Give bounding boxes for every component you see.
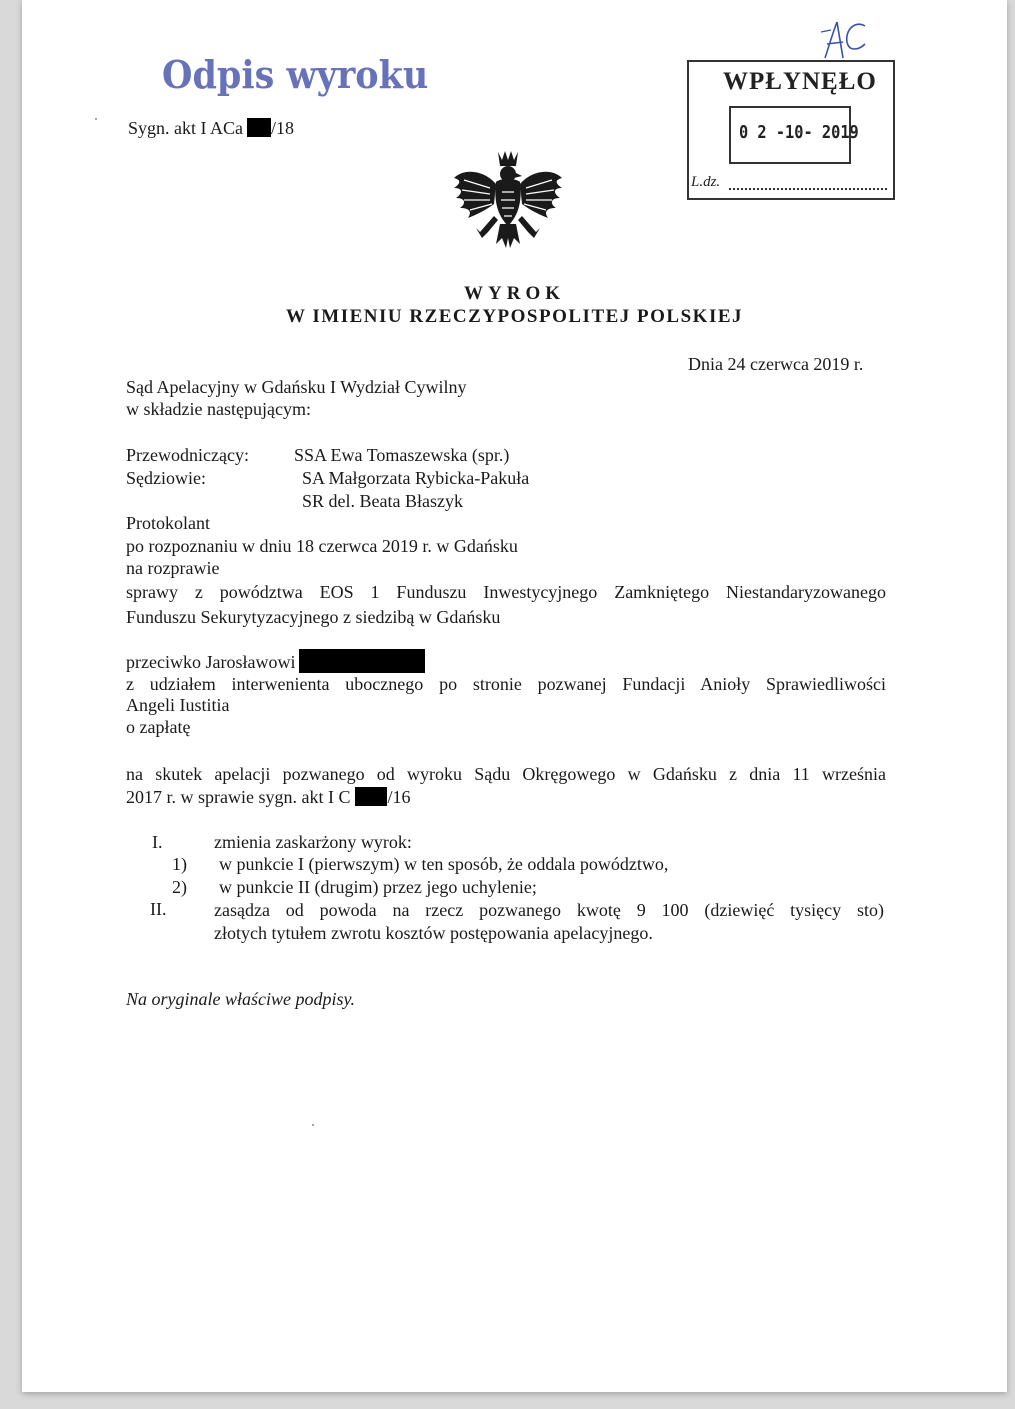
intervener-line-2: Angeli Iustitia — [126, 695, 230, 715]
ldz-label: L.dz. — [691, 174, 721, 190]
polish-eagle-emblem — [450, 148, 566, 265]
claim-line-2: Funduszu Sekurytyzacyjnego z siedzibą w Gdańsku — [126, 607, 501, 627]
document-page — [22, 0, 1007, 1392]
court-composition-label: w składzie następującym: — [126, 399, 311, 419]
received-stamp-title: WPŁYNĘŁO — [723, 68, 877, 95]
chair-name: SSA Ewa Tomaszewska (spr.) — [294, 445, 510, 465]
judges-label: Sędziowie: — [126, 468, 206, 488]
case-reference-prefix: Sygn. akt I ACa — [128, 118, 243, 138]
received-date-box — [729, 106, 859, 164]
judgment-title: WYROK — [464, 283, 565, 304]
received-date: 0 2 -10- 2019 — [739, 122, 859, 143]
ruling-subpoint-1-number: 1) — [172, 854, 187, 874]
judge-2-name: SR del. Beata Błaszyk — [302, 491, 463, 511]
ruling-point-2-number: II. — [150, 899, 167, 919]
ruling-subpoint-2-text: w punkcie II (drugim) przez jego uchylenie; — [219, 877, 537, 897]
scan-speck — [312, 1124, 314, 1126]
defendant-name: przeciwko Jarosławowi — [126, 652, 296, 672]
judgment-subtitle: W IMIENIU RZECZYPOSPOLITEJ POLSKIEJ — [285, 306, 744, 327]
judgment-date: Dnia 24 czerwca 2019 r. — [688, 354, 864, 374]
ruling-point-1-number: I. — [152, 832, 163, 852]
ruling-point-2-line-2: złotych tytułem zwrotu kosztów postępowania apelacyjnego. — [214, 923, 653, 943]
defendant-line — [126, 649, 425, 673]
appeal-line-2 — [126, 786, 411, 808]
case-reference-suffix: /18 — [271, 118, 295, 138]
ldz-dotted-line — [729, 188, 887, 190]
court-name: Sąd Apelacyjny w Gdańsku I Wydział Cywilny — [126, 377, 467, 397]
received-stamp — [687, 60, 895, 200]
case-reference — [128, 117, 294, 139]
odpis-stamp: Odpis wyroku — [162, 52, 429, 97]
appeal-case-prefix: 2017 r. w sprawie sygn. akt I C — [126, 787, 351, 807]
signatures-note: Na oryginale właściwe podpisy. — [126, 989, 355, 1009]
redaction-box — [299, 649, 425, 673]
appeal-case-suffix: /16 — [387, 787, 411, 807]
redaction-box — [355, 787, 387, 806]
redaction-box — [247, 118, 271, 137]
judge-1-name: SA Małgorzata Rybicka-Pakuła — [302, 468, 530, 488]
appeal-line-1: na skutek apelacji pozwanego od wyroku Sądu Okręgowego w Gdańsku z dnia 11 września — [126, 764, 886, 784]
ruling-point-1-text: zmienia zaskarżony wyrok: — [214, 832, 412, 852]
claim-subject: o zapłatę — [126, 717, 191, 737]
hearing-info: po rozpoznaniu w dniu 18 czerwca 2019 r. w Gdańsku — [126, 536, 518, 556]
ruling-point-2-line-1: zasądza od powoda na rzecz pozwanego kwotę 9 100 (dziewięć tysięcy sto) — [214, 900, 884, 920]
intervener-line-1: z udziałem interwenienta ubocznego po stronie pozwanej Fundacji Anioły Sprawiedliwości — [126, 674, 886, 694]
ruling-subpoint-2-number: 2) — [172, 877, 187, 897]
hearing-type: na rozprawie — [126, 558, 220, 578]
claim-line-1: sprawy z powództwa EOS 1 Funduszu Inwestycyjnego Zamkniętego Niestandaryzowanego — [126, 582, 886, 602]
protocol-label: Protokolant — [126, 513, 210, 533]
ruling-subpoint-1-text: w punkcie I (pierwszym) w ten sposób, że oddala powództwo, — [219, 854, 669, 874]
chair-label: Przewodniczący: — [126, 445, 249, 465]
scan-speck — [95, 118, 97, 120]
